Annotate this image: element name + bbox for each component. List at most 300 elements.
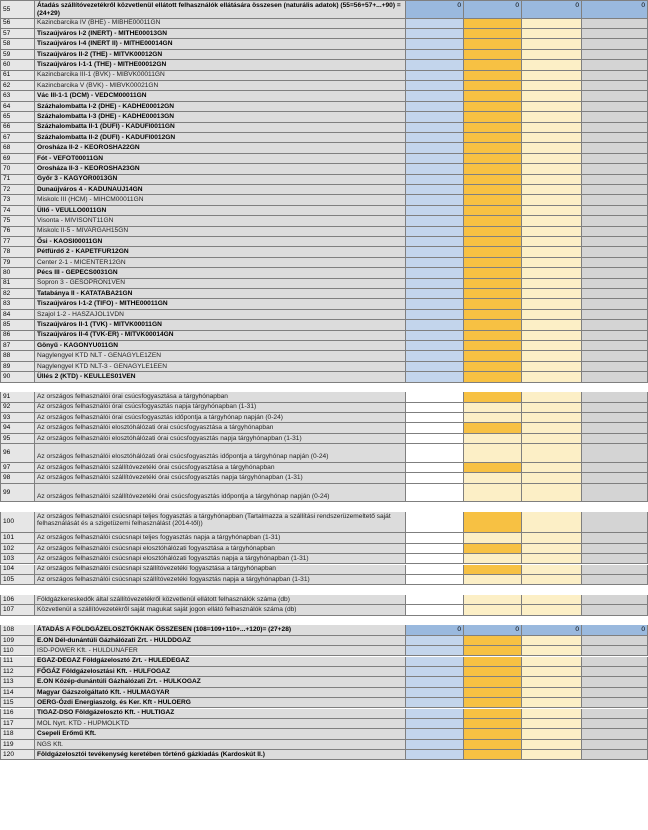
value-cell[interactable]: [406, 143, 464, 153]
value-cell[interactable]: [464, 434, 522, 444]
value-cell[interactable]: [582, 102, 648, 112]
value-cell[interactable]: [522, 372, 582, 382]
value-cell[interactable]: 0: [522, 1, 582, 19]
value-cell[interactable]: [464, 512, 522, 534]
row-label[interactable]: ISD-POWER Kft. - HULDUNAFER: [35, 646, 406, 656]
value-cell[interactable]: [582, 636, 648, 646]
value-cell[interactable]: [464, 175, 522, 185]
value-cell[interactable]: [406, 133, 464, 143]
value-cell[interactable]: [406, 112, 464, 122]
value-cell[interactable]: [406, 533, 464, 543]
value-cell[interactable]: [582, 299, 648, 309]
value-cell[interactable]: [582, 484, 648, 503]
value-cell[interactable]: [406, 310, 464, 320]
value-cell[interactable]: [522, 81, 582, 91]
value-cell[interactable]: [522, 403, 582, 413]
row-label[interactable]: Az országos felhasználói szállítóvezetéki órai csúcsfogyasztás időpontja a tárgyhónap napján (0-24): [35, 484, 406, 503]
value-cell[interactable]: [406, 667, 464, 677]
row-label[interactable]: Az országos felhasználói csúcsnapi szállítóvezetéki fogyasztás napja a tárgyhónapban (1-31): [35, 575, 406, 585]
row-label[interactable]: Sopron 3 - GESOPRON1VEN: [35, 279, 406, 289]
value-cell[interactable]: [464, 677, 522, 687]
row-label[interactable]: Miskolc III (HCM) - MIHCM00011GN: [35, 195, 406, 205]
value-cell[interactable]: [406, 164, 464, 174]
value-cell[interactable]: [522, 657, 582, 667]
value-cell[interactable]: [406, 237, 464, 247]
value-cell[interactable]: [522, 605, 582, 615]
row-label[interactable]: Kazincbarcika V (BVK) - MIBVK00021GN: [35, 81, 406, 91]
value-cell[interactable]: [522, 123, 582, 133]
value-cell[interactable]: [522, 39, 582, 49]
row-label[interactable]: Pécs III - GEPECS0031GN: [35, 268, 406, 278]
row-label[interactable]: E.ON Dél-dunántúli Gázhálózati Zrt. - HULDDGAZ: [35, 636, 406, 646]
value-cell[interactable]: [582, 227, 648, 237]
value-cell[interactable]: [522, 195, 582, 205]
value-cell[interactable]: [464, 423, 522, 433]
value-cell[interactable]: [582, 533, 648, 543]
value-cell[interactable]: [582, 279, 648, 289]
value-cell[interactable]: [582, 413, 648, 423]
value-cell[interactable]: [522, 102, 582, 112]
value-cell[interactable]: [582, 268, 648, 278]
row-label[interactable]: Közvetlenül a szállítóvezetékről saját magukat saját jogon ellátó felhasználók száma (db): [35, 605, 406, 615]
value-cell[interactable]: [406, 575, 464, 585]
value-cell[interactable]: [582, 372, 648, 382]
value-cell[interactable]: [406, 636, 464, 646]
value-cell[interactable]: 0: [582, 625, 648, 635]
value-cell[interactable]: [464, 698, 522, 708]
row-label[interactable]: Az országos felhasználói elosztóhálózati órai csúcsfogyasztás napja tárgyhónapban (1-31): [35, 434, 406, 444]
value-cell[interactable]: [522, 19, 582, 29]
value-cell[interactable]: [582, 91, 648, 101]
value-cell[interactable]: [582, 175, 648, 185]
value-cell[interactable]: [522, 29, 582, 39]
value-cell[interactable]: [464, 575, 522, 585]
value-cell[interactable]: [582, 112, 648, 122]
value-cell[interactable]: [406, 544, 464, 554]
value-cell[interactable]: [406, 392, 464, 402]
value-cell[interactable]: [406, 351, 464, 361]
value-cell[interactable]: [582, 719, 648, 729]
value-cell[interactable]: [522, 299, 582, 309]
row-label[interactable]: Center 2-1 - MICENTER12GN: [35, 258, 406, 268]
value-cell[interactable]: [522, 533, 582, 543]
row-label[interactable]: Az országos felhasználói szállítóvezetéki órai csúcsfogyasztása a tárgyhónapban: [35, 463, 406, 473]
value-cell[interactable]: [522, 237, 582, 247]
value-cell[interactable]: [406, 299, 464, 309]
value-cell[interactable]: 0: [406, 1, 464, 19]
value-cell[interactable]: [582, 185, 648, 195]
value-cell[interactable]: [522, 310, 582, 320]
row-label[interactable]: Magyar Gázszolgáltató Kft. - HULMAGYAR: [35, 688, 406, 698]
value-cell[interactable]: [582, 154, 648, 164]
value-cell[interactable]: [406, 195, 464, 205]
value-cell[interactable]: [582, 565, 648, 575]
row-label[interactable]: Az országos felhasználói csúcsnapi teljes fogyasztás a tárgyhónapban (Tartalmazza a szállítási rendszerüzemeltető saját felhasználását és a szigetüzemi felhasználást (2014-től)): [35, 512, 406, 534]
value-cell[interactable]: [464, 646, 522, 656]
value-cell[interactable]: [522, 60, 582, 70]
value-cell[interactable]: [582, 392, 648, 402]
value-cell[interactable]: [464, 362, 522, 372]
row-label[interactable]: Ősi - KAOSI00011GN: [35, 237, 406, 247]
value-cell[interactable]: [406, 444, 464, 463]
value-cell[interactable]: [522, 175, 582, 185]
value-cell[interactable]: [582, 39, 648, 49]
value-cell[interactable]: [464, 372, 522, 382]
row-label[interactable]: Csepeli Erőmű Kft.: [35, 729, 406, 739]
value-cell[interactable]: [464, 289, 522, 299]
value-cell[interactable]: [406, 403, 464, 413]
row-label[interactable]: NGS Kft.: [35, 740, 406, 750]
value-cell[interactable]: [406, 258, 464, 268]
value-cell[interactable]: [464, 403, 522, 413]
value-cell[interactable]: [406, 175, 464, 185]
value-cell[interactable]: [406, 605, 464, 615]
value-cell[interactable]: [522, 206, 582, 216]
value-cell[interactable]: [464, 636, 522, 646]
value-cell[interactable]: [582, 237, 648, 247]
value-cell[interactable]: [406, 473, 464, 483]
row-label[interactable]: TIGÁZ-DSO Földgázelosztó Kft. - HULTIGAZ: [35, 709, 406, 719]
value-cell[interactable]: [406, 423, 464, 433]
value-cell[interactable]: [406, 81, 464, 91]
value-cell[interactable]: [522, 258, 582, 268]
value-cell[interactable]: [522, 227, 582, 237]
value-cell[interactable]: [582, 403, 648, 413]
value-cell[interactable]: [582, 206, 648, 216]
value-cell[interactable]: [582, 595, 648, 605]
value-cell[interactable]: [522, 351, 582, 361]
value-cell[interactable]: [522, 331, 582, 341]
value-cell[interactable]: [406, 341, 464, 351]
value-cell[interactable]: [582, 423, 648, 433]
row-label[interactable]: Nagylengyel KTD NLT-3 - GENAGYLE1EEN: [35, 362, 406, 372]
value-cell[interactable]: [522, 185, 582, 195]
value-cell[interactable]: [406, 123, 464, 133]
value-cell[interactable]: [464, 71, 522, 81]
value-cell[interactable]: 0: [464, 1, 522, 19]
value-cell[interactable]: [582, 216, 648, 226]
value-cell[interactable]: [582, 434, 648, 444]
value-cell[interactable]: [406, 595, 464, 605]
value-cell[interactable]: [582, 688, 648, 698]
row-label[interactable]: Tiszaújváros I-4 (INERT II) - MITHE00014GN: [35, 39, 406, 49]
row-label[interactable]: Az országos felhasználói órai csúcsfogyasztás időpontja a tárgyhónap napján (0-24): [35, 413, 406, 423]
value-cell[interactable]: 0: [464, 625, 522, 635]
value-cell[interactable]: [582, 81, 648, 91]
value-cell[interactable]: [582, 143, 648, 153]
value-cell[interactable]: [406, 39, 464, 49]
value-cell[interactable]: [582, 50, 648, 60]
value-cell[interactable]: [464, 463, 522, 473]
row-label[interactable]: Üllés 2 (KTD) - KEULLES01VEN: [35, 372, 406, 382]
value-cell[interactable]: [522, 750, 582, 760]
row-label[interactable]: Orosháza II-3 - KEOROSHA23GN: [35, 164, 406, 174]
value-cell[interactable]: [406, 565, 464, 575]
value-cell[interactable]: [522, 544, 582, 554]
value-cell[interactable]: [582, 740, 648, 750]
row-label[interactable]: Győr 3 - KAGYOR0013GN: [35, 175, 406, 185]
value-cell[interactable]: [464, 268, 522, 278]
row-label[interactable]: Az országos felhasználói szállítóvezetéki órai csúcsfogyasztás napja tárgyhónapban (1-31): [35, 473, 406, 483]
value-cell[interactable]: [522, 434, 582, 444]
value-cell[interactable]: [464, 351, 522, 361]
value-cell[interactable]: [464, 112, 522, 122]
row-label[interactable]: Miskolc II-5 - MIVARGAH15GN: [35, 227, 406, 237]
value-cell[interactable]: [464, 227, 522, 237]
row-label[interactable]: OERG-Ózdi Energiaszolg. és Ker. Kft - HULOERG: [35, 698, 406, 708]
value-cell[interactable]: [464, 143, 522, 153]
value-cell[interactable]: [406, 729, 464, 739]
value-cell[interactable]: [464, 299, 522, 309]
value-cell[interactable]: [406, 484, 464, 503]
value-cell[interactable]: [406, 688, 464, 698]
value-cell[interactable]: [582, 19, 648, 29]
value-cell[interactable]: [522, 143, 582, 153]
value-cell[interactable]: [406, 554, 464, 564]
row-label[interactable]: Kazincbarcika IV (BHE) - MIBHE00011GN: [35, 19, 406, 29]
row-label[interactable]: Százhalombatta II-2 (DUFI) - KADUFI0012GN: [35, 133, 406, 143]
row-label[interactable]: Százhalombatta II-1 (DUFI) - KADUFI0011GN: [35, 123, 406, 133]
row-label[interactable]: Százhalombatta I-2 (DHE) - KADHE00012GN: [35, 102, 406, 112]
value-cell[interactable]: [522, 646, 582, 656]
value-cell[interactable]: [464, 473, 522, 483]
value-cell[interactable]: [464, 29, 522, 39]
value-cell[interactable]: [522, 667, 582, 677]
value-cell[interactable]: [582, 123, 648, 133]
row-label[interactable]: Nagylengyel KTD NLT - GENAGYLE1ZEN: [35, 351, 406, 361]
value-cell[interactable]: [464, 595, 522, 605]
value-cell[interactable]: [582, 750, 648, 760]
value-cell[interactable]: [464, 206, 522, 216]
value-cell[interactable]: [406, 91, 464, 101]
row-label[interactable]: Szajol 1-2 - HASZAJOL1VDN: [35, 310, 406, 320]
row-label[interactable]: Üllő - VEULLO0011GN: [35, 206, 406, 216]
value-cell[interactable]: [522, 719, 582, 729]
value-cell[interactable]: [582, 331, 648, 341]
value-cell[interactable]: [522, 320, 582, 330]
value-cell[interactable]: [582, 247, 648, 257]
row-label[interactable]: ÉGÁZ-DÉGÁZ Földgázelosztó Zrt. - HULEDEGAZ: [35, 657, 406, 667]
value-cell[interactable]: [406, 413, 464, 423]
value-cell[interactable]: 0: [522, 625, 582, 635]
value-cell[interactable]: [522, 709, 582, 719]
value-cell[interactable]: [464, 185, 522, 195]
value-cell[interactable]: [406, 320, 464, 330]
value-cell[interactable]: [464, 102, 522, 112]
value-cell[interactable]: [464, 237, 522, 247]
value-cell[interactable]: [582, 512, 648, 534]
value-cell[interactable]: [582, 667, 648, 677]
row-label[interactable]: Földgázelosztói tevékenység keretében történő gázkiadás (Kardoskút II.): [35, 750, 406, 760]
value-cell[interactable]: [406, 646, 464, 656]
value-cell[interactable]: [522, 268, 582, 278]
value-cell[interactable]: [464, 39, 522, 49]
value-cell[interactable]: [464, 341, 522, 351]
value-cell[interactable]: [522, 133, 582, 143]
value-cell[interactable]: [406, 698, 464, 708]
value-cell[interactable]: [464, 331, 522, 341]
row-label[interactable]: Tiszaújváros II-2 (THE) - MITVK00012GN: [35, 50, 406, 60]
value-cell[interactable]: [406, 331, 464, 341]
value-cell[interactable]: [464, 123, 522, 133]
value-cell[interactable]: [406, 19, 464, 29]
row-label[interactable]: Pétfürdő 2 - KAPETFUR12GN: [35, 247, 406, 257]
value-cell[interactable]: [406, 719, 464, 729]
value-cell[interactable]: [464, 91, 522, 101]
value-cell[interactable]: 0: [582, 1, 648, 19]
row-label[interactable]: Dunaújváros 4 - KADUNAUJ14GN: [35, 185, 406, 195]
value-cell[interactable]: [582, 575, 648, 585]
value-cell[interactable]: [522, 473, 582, 483]
value-cell[interactable]: [406, 512, 464, 534]
value-cell[interactable]: [406, 434, 464, 444]
value-cell[interactable]: [582, 605, 648, 615]
value-cell[interactable]: [464, 544, 522, 554]
value-cell[interactable]: [522, 216, 582, 226]
value-cell[interactable]: [406, 206, 464, 216]
value-cell[interactable]: [522, 423, 582, 433]
row-label[interactable]: Az országos felhasználói órai csúcsfogyasztás napja tárgyhónapban (1-31): [35, 403, 406, 413]
row-label[interactable]: FŐGÁZ Földgázelosztási Kft. - HULFOGAZ: [35, 667, 406, 677]
row-label[interactable]: Az országos felhasználói elosztóhálózati órai csúcsfogyasztása a tárgyhónapban: [35, 423, 406, 433]
value-cell[interactable]: 0: [406, 625, 464, 635]
value-cell[interactable]: [406, 463, 464, 473]
value-cell[interactable]: [522, 565, 582, 575]
value-cell[interactable]: [464, 657, 522, 667]
value-cell[interactable]: [406, 740, 464, 750]
value-cell[interactable]: [406, 102, 464, 112]
value-cell[interactable]: [522, 413, 582, 423]
row-label[interactable]: Tiszaújváros I-1-2 (TIFO) - MITHE00011GN: [35, 299, 406, 309]
row-label[interactable]: Tiszaújváros I-1-1 (THE) - MITHE00012GN: [35, 60, 406, 70]
value-cell[interactable]: [406, 185, 464, 195]
value-cell[interactable]: [582, 677, 648, 687]
value-cell[interactable]: [582, 463, 648, 473]
value-cell[interactable]: [582, 60, 648, 70]
value-cell[interactable]: [522, 154, 582, 164]
value-cell[interactable]: [582, 195, 648, 205]
row-label[interactable]: Az országos felhasználói órai csúcsfogyasztása a tárgyhónapban: [35, 392, 406, 402]
row-label[interactable]: ÁTADÁS A FÖLDGÁZELOSZTÓKNAK ÖSSZESEN (108=109+110+...+120)= (27+28): [35, 625, 406, 635]
value-cell[interactable]: [406, 50, 464, 60]
value-cell[interactable]: [582, 71, 648, 81]
value-cell[interactable]: [582, 29, 648, 39]
value-cell[interactable]: [522, 688, 582, 698]
value-cell[interactable]: [464, 81, 522, 91]
value-cell[interactable]: [582, 362, 648, 372]
value-cell[interactable]: [582, 341, 648, 351]
value-cell[interactable]: [464, 719, 522, 729]
value-cell[interactable]: [522, 636, 582, 646]
value-cell[interactable]: [522, 740, 582, 750]
row-label[interactable]: Tiszaújváros II-4 (TVK-ER) - MITVK00014GN: [35, 331, 406, 341]
row-label[interactable]: Az országos felhasználói csúcsnapi teljes fogyasztás napja a tárgyhónapban (1-31): [35, 533, 406, 543]
value-cell[interactable]: [406, 227, 464, 237]
value-cell[interactable]: [464, 392, 522, 402]
value-cell[interactable]: [522, 341, 582, 351]
value-cell[interactable]: [464, 565, 522, 575]
value-cell[interactable]: [406, 268, 464, 278]
value-cell[interactable]: [582, 444, 648, 463]
value-cell[interactable]: [464, 310, 522, 320]
value-cell[interactable]: [582, 164, 648, 174]
value-cell[interactable]: [464, 413, 522, 423]
value-cell[interactable]: [582, 729, 648, 739]
value-cell[interactable]: [464, 729, 522, 739]
row-label[interactable]: E.ON Közép-dunántúli Gázhálózati Zrt. - HULKOGAZ: [35, 677, 406, 687]
value-cell[interactable]: [582, 320, 648, 330]
value-cell[interactable]: [464, 444, 522, 463]
value-cell[interactable]: [464, 19, 522, 29]
value-cell[interactable]: [522, 554, 582, 564]
value-cell[interactable]: [582, 698, 648, 708]
value-cell[interactable]: [522, 595, 582, 605]
value-cell[interactable]: [522, 444, 582, 463]
value-cell[interactable]: [464, 740, 522, 750]
value-cell[interactable]: [522, 575, 582, 585]
value-cell[interactable]: [464, 195, 522, 205]
value-cell[interactable]: [464, 484, 522, 503]
value-cell[interactable]: [464, 667, 522, 677]
value-cell[interactable]: [406, 677, 464, 687]
value-cell[interactable]: [522, 247, 582, 257]
value-cell[interactable]: [464, 133, 522, 143]
value-cell[interactable]: [582, 657, 648, 667]
value-cell[interactable]: [464, 709, 522, 719]
value-cell[interactable]: [522, 289, 582, 299]
value-cell[interactable]: [464, 554, 522, 564]
value-cell[interactable]: [522, 729, 582, 739]
row-label[interactable]: Kazincbarcika III-1 (BVK) - MIBVK00011GN: [35, 71, 406, 81]
value-cell[interactable]: [522, 112, 582, 122]
value-cell[interactable]: [464, 533, 522, 543]
value-cell[interactable]: [406, 29, 464, 39]
value-cell[interactable]: [406, 247, 464, 257]
value-cell[interactable]: [406, 750, 464, 760]
value-cell[interactable]: [522, 512, 582, 534]
value-cell[interactable]: [406, 372, 464, 382]
row-label[interactable]: Földgázkereskedők által szállítóvezetékről közvetlenül ellátott felhasználók száma (db): [35, 595, 406, 605]
value-cell[interactable]: [522, 463, 582, 473]
value-cell[interactable]: [522, 698, 582, 708]
value-cell[interactable]: [582, 258, 648, 268]
value-cell[interactable]: [582, 351, 648, 361]
value-cell[interactable]: [406, 657, 464, 667]
row-label[interactable]: Fót - VEFOT00011GN: [35, 154, 406, 164]
value-cell[interactable]: [522, 362, 582, 372]
value-cell[interactable]: [406, 216, 464, 226]
value-cell[interactable]: [582, 554, 648, 564]
value-cell[interactable]: [464, 60, 522, 70]
value-cell[interactable]: [464, 605, 522, 615]
value-cell[interactable]: [522, 71, 582, 81]
row-label[interactable]: Vác III-1-1 (DCM) - VEDCM00011GN: [35, 91, 406, 101]
row-label[interactable]: Az országos felhasználói csúcsnapi elosztóhálózati fogyasztás napja a tárgyhónapban (1-31): [35, 554, 406, 564]
value-cell[interactable]: [582, 310, 648, 320]
value-cell[interactable]: [406, 709, 464, 719]
row-label[interactable]: Tiszaújváros II-1 (TVK) - MITVK00011GN: [35, 320, 406, 330]
value-cell[interactable]: [522, 484, 582, 503]
value-cell[interactable]: [582, 709, 648, 719]
value-cell[interactable]: [406, 60, 464, 70]
value-cell[interactable]: [582, 544, 648, 554]
row-label[interactable]: Az országos felhasználói csúcsnapi elosztóhálózati fogyasztása a tárgyhónapban: [35, 544, 406, 554]
row-label[interactable]: Százhalombatta I-3 (DHE) - KADHE00013GN: [35, 112, 406, 122]
value-cell[interactable]: [464, 154, 522, 164]
value-cell[interactable]: [464, 216, 522, 226]
value-cell[interactable]: [522, 164, 582, 174]
row-label[interactable]: Visonta - MIVISONT11GN: [35, 216, 406, 226]
